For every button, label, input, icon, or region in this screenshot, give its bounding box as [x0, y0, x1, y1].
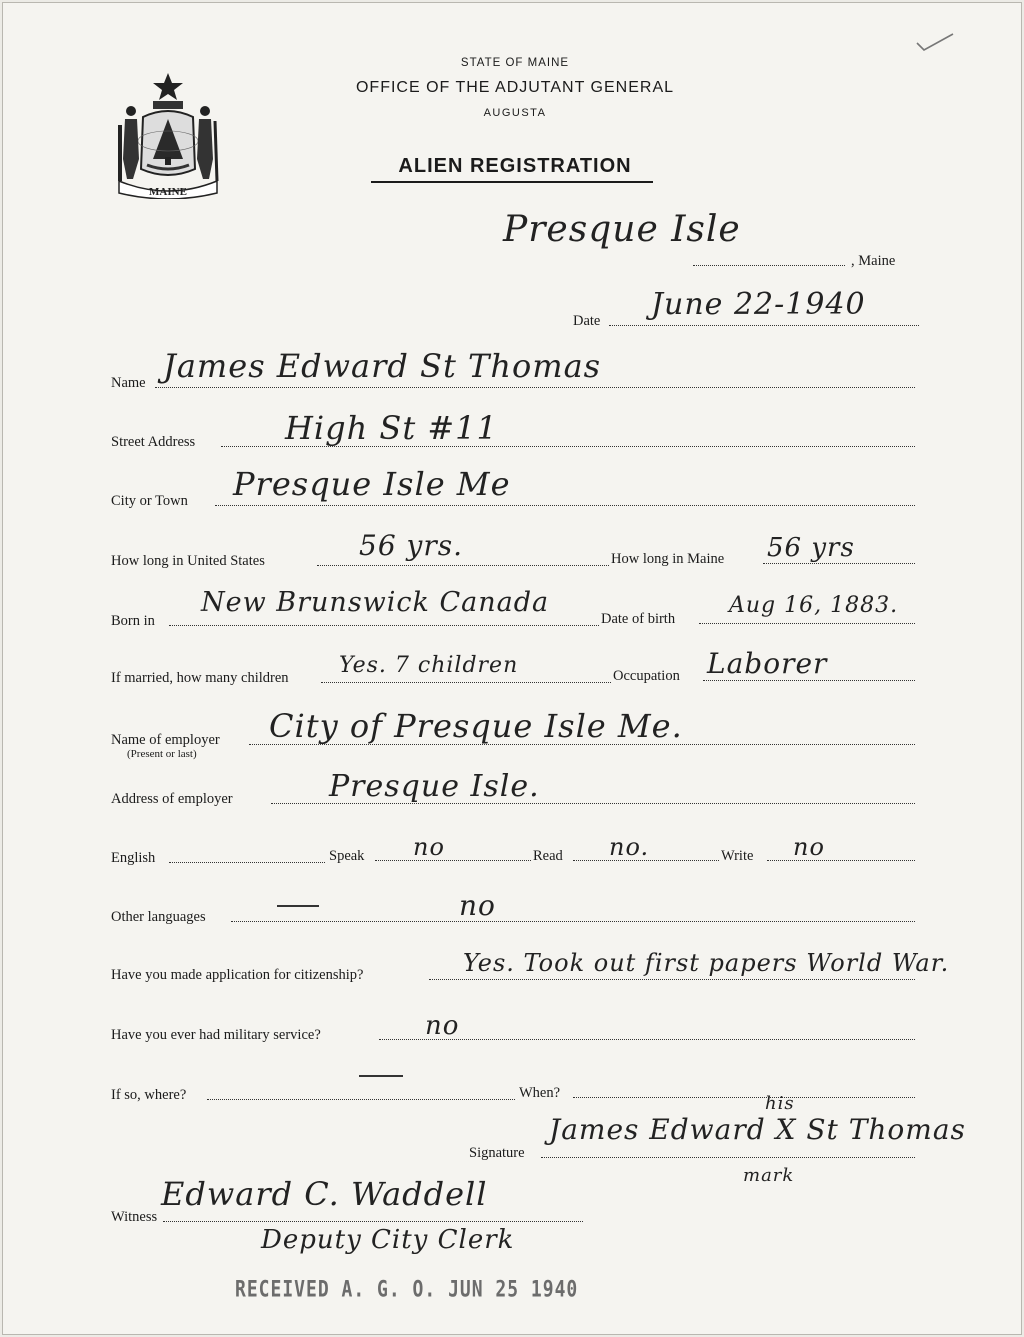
where-line: [207, 1099, 515, 1100]
read-value: no.: [609, 833, 650, 861]
citizenship-line: [429, 979, 915, 980]
other-languages-value: no: [459, 889, 496, 922]
witness-signature: Edward C. Waddell: [161, 1175, 488, 1213]
speak-value: no: [413, 833, 445, 861]
name-line: [155, 387, 915, 388]
speak-label: Speak: [329, 848, 365, 864]
street-label: Street Address: [111, 434, 196, 450]
employer-value: City of Presque Isle Me.: [269, 707, 683, 745]
signature-line: [541, 1157, 915, 1158]
date-of-birth-line: [699, 623, 915, 624]
write-label: Write: [721, 848, 754, 864]
where-dash: [359, 1075, 403, 1077]
date-of-birth-value: Aug 16, 1883.: [729, 593, 899, 618]
city-value: Presque Isle Me: [233, 465, 511, 503]
seal-text: MAINE: [149, 186, 187, 198]
date-value: June 22-1940: [651, 287, 866, 322]
how-long-maine-value: 56 yrs: [767, 533, 855, 563]
date-line: [609, 325, 919, 326]
when-label: When?: [519, 1085, 561, 1101]
received-stamp: RECEIVED A. G. O. JUN 25 1940: [235, 1276, 579, 1303]
citizenship-label: Have you made application for citizenship?: [111, 967, 364, 983]
how-long-us-label: How long in United States: [111, 553, 265, 569]
title-underline: [371, 181, 653, 183]
signature-his: his: [765, 1093, 795, 1114]
maine-label: , Maine: [851, 253, 896, 269]
occupation-value: Laborer: [707, 647, 828, 680]
form-title: ALIEN REGISTRATION: [398, 155, 632, 177]
speak-line: [375, 860, 531, 861]
witness-label: Witness: [111, 1209, 158, 1225]
born-in-label: Born in: [111, 613, 155, 629]
name-label: Name: [111, 375, 146, 391]
born-in-value: New Brunswick Canada: [201, 587, 550, 618]
where-label: If so, where?: [111, 1087, 187, 1103]
employer-address-value: Presque Isle.: [329, 769, 540, 804]
blank-dash: [277, 905, 319, 907]
employer-note: (Present or last): [127, 748, 197, 760]
office-heading: OFFICE OF THE ADJUTANT GENERAL: [355, 79, 675, 96]
occupation-label: Occupation: [613, 668, 680, 684]
how-long-us-line: [317, 565, 609, 566]
how-long-us-value: 56 yrs.: [359, 529, 464, 562]
state-heading: STATE OF MAINE: [460, 57, 570, 69]
read-label: Read: [533, 848, 563, 864]
children-value: Yes. 7 children: [339, 653, 519, 678]
children-line: [321, 682, 611, 683]
street-value: High St #11: [285, 409, 498, 447]
city-heading: AUGUSTA: [483, 107, 547, 119]
place-line: [693, 265, 845, 266]
witness-title: Deputy City Clerk: [261, 1225, 515, 1255]
place-value: Presque Isle: [503, 209, 741, 250]
date-label: Date: [573, 313, 601, 329]
employer-label: Name of employer: [111, 732, 220, 748]
how-long-maine-line: [763, 563, 915, 564]
signature-mark: mark: [743, 1165, 795, 1186]
military-label: Have you ever had military service?: [111, 1027, 321, 1043]
signature-value: James Edward X St Thomas: [549, 1113, 966, 1146]
write-value: no: [793, 833, 825, 861]
maine-state-seal-icon: [113, 69, 223, 199]
registration-form: [2, 2, 1022, 1335]
other-languages-line: [231, 921, 915, 922]
city-label: City or Town: [111, 493, 188, 509]
other-languages-label: Other languages: [111, 909, 206, 925]
employer-address-label: Address of employer: [111, 791, 233, 807]
occupation-line: [703, 680, 915, 681]
signature-label: Signature: [469, 1145, 525, 1161]
military-value: no: [425, 1011, 460, 1041]
witness-line: [163, 1221, 583, 1222]
born-in-line: [169, 625, 599, 626]
when-line: [573, 1097, 915, 1098]
how-long-maine-label: How long in Maine: [611, 551, 725, 567]
date-of-birth-label: Date of birth: [601, 611, 676, 627]
name-value: James Edward St Thomas: [163, 347, 602, 385]
english-line: [169, 862, 325, 863]
english-label: English: [111, 850, 156, 866]
citizenship-value: Yes. Took out first papers World War.: [463, 949, 950, 977]
check-mark-icon: [915, 31, 955, 53]
city-line: [215, 505, 915, 506]
write-line: [767, 860, 915, 861]
children-label: If married, how many children: [111, 670, 289, 686]
